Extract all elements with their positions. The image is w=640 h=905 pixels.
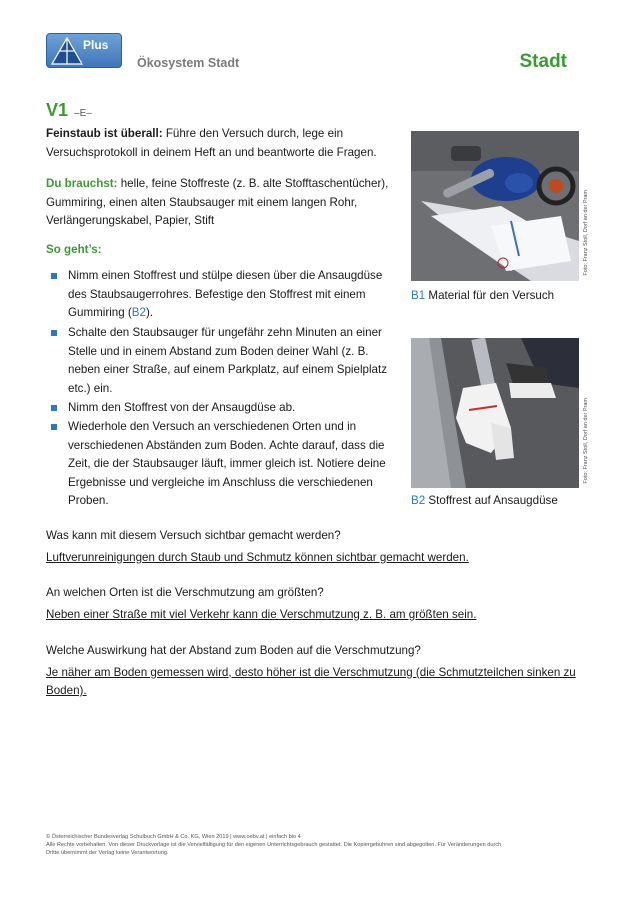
photo-materials-image: [411, 131, 579, 281]
step-1: [68, 267, 398, 323]
footer-line-2: Alle Rechte vorbehalten. Von dieser Druckvorlage ist die Vervielfältigung für den eigenen Unterrichtsgebrauch gestattet. Die Kopiergebühren sind abgegolten. Für Veränderungen durch: [46, 842, 502, 848]
triangle-logo-icon: [51, 37, 83, 65]
figure-b1-ref: B1: [411, 289, 426, 302]
step-4-line-5: Proben.: [68, 494, 109, 507]
question-1-answer: Luftverunreinigungen durch Staub und Schmutz können sichtbar gemacht werden.: [46, 550, 469, 564]
materials-label: Du brauchst:: [46, 177, 118, 190]
step-2-line-4: etc.) ein.: [68, 381, 113, 395]
figure-b2-text: Stoffrest auf Ansaugdüse: [428, 494, 558, 507]
question-2-text: An welchen Orten ist die Verschmutzung am größten?: [46, 586, 324, 599]
step-3-bullet: [51, 405, 57, 411]
materials-section: [46, 175, 406, 231]
logo-plus-label: Plus: [83, 38, 109, 52]
step-1-line-3-pre: Gummiring (: [68, 306, 132, 319]
footer-line-3: Dritte übernimmt der Verlag keine Verantwortung.: [46, 850, 169, 856]
question-3-text: Welche Auswirkung hat der Abstand zum Boden auf die Verschmutzung?: [46, 644, 421, 657]
question-1: [46, 527, 591, 567]
chapter-title: Stadt: [519, 51, 567, 72]
step-4-bullet: [51, 424, 57, 430]
task-number-label: V1: [46, 100, 69, 120]
step-1-line-3-post: ).: [145, 306, 154, 319]
step-3: [68, 399, 398, 418]
procedure-label: So geht’s:: [46, 243, 102, 256]
question-2-answer: Neben einer Straße mit viel Verkehr kann die Verschmutzung z. B. am größten sein.: [46, 607, 477, 621]
question-3: [46, 642, 591, 701]
step-4: [68, 418, 398, 511]
copyright-footer: [46, 833, 586, 857]
figure-b2-caption: [411, 494, 558, 507]
step-1-line-1: Nimm einen Stoffrest und stülpe diesen über die Ansaugdüse: [68, 269, 383, 282]
photo-materials-credit: Foto: Franz Stoll, Dorf an der Pram: [583, 190, 589, 276]
question-2: [46, 584, 591, 624]
step-2-line-1: Schalte den Staubsauger für ungefähr zehn Minuten an einer: [68, 326, 382, 339]
figure-b1-text: Material für den Versuch: [428, 289, 555, 302]
figure-b2-ref: B2: [411, 494, 426, 507]
question-3-answer-line-1: Je näher am Boden gemessen wird, desto höher ist die Verschmutzung (die Schmutzteilchen sinken zu: [46, 665, 576, 679]
materials-line-1: helle, feine Stoffreste (z. B. alte Stofftaschentücher),: [117, 177, 389, 190]
step-4-line-1: Wiederhole den Versuch an verschiedenen Orten und in: [68, 420, 357, 433]
intro-line-1: Führe den Versuch durch, lege ein: [162, 127, 344, 140]
footer-line-1: © Österreichischer Bundesverlag Schulbuch GmbH & Co. KG, Wien 2019 | www.oebv.at | einfach bio 4: [46, 834, 301, 840]
step-2-line-3: neben einer Straße, auf einem Parkplatz, auf einem Spielplatz: [68, 363, 388, 376]
photo-nozzle-image: [411, 338, 579, 488]
task-intro: [46, 125, 396, 162]
step-2-bullet: [51, 330, 57, 336]
task-number: [46, 100, 92, 121]
photo-nozzle: [411, 338, 579, 488]
step-2: [68, 324, 398, 398]
step-1-line-2: des Staubsaugerrohres. Befestige den Stoffrest mit einem: [68, 287, 366, 301]
photo-materials: [411, 131, 579, 281]
step-4-line-4: Ergebnisse und vergleiche im Anschluss die verschiedenen: [68, 475, 373, 489]
question-3-answer-line-2: Boden).: [46, 684, 87, 697]
photo-nozzle-credit: Foto: Franz Stoll, Dorf an der Pram: [583, 398, 589, 484]
step-1-figure-ref: B2: [131, 306, 146, 319]
intro-line-2: Versuchsprotokoll in deinem Heft an und beantworte die Fragen.: [46, 145, 377, 159]
task-level: –E–: [74, 108, 92, 119]
step-3-line-1: Nimm den Stoffrest von der Ansaugdüse ab.: [68, 401, 296, 414]
materials-line-3: Verlängerungskabel, Papier, Stift: [46, 214, 215, 227]
figure-b1-caption: [411, 289, 554, 302]
question-1-text: Was kann mit diesem Versuch sichtbar gemacht werden?: [46, 529, 341, 542]
step-4-line-3: Zeit, die der Staubsauger läuft, immer gleich ist. Notiere deine: [68, 457, 386, 470]
publisher-logo: [46, 33, 122, 68]
materials-line-2: Gummiring, einen alten Staubsauger mit einem langen Rohr,: [46, 195, 358, 209]
subject-title: Ökosystem Stadt: [137, 56, 240, 70]
step-4-line-2: verschiedenen Abständen zum Boden. Achte darauf, dass die: [68, 438, 385, 452]
intro-bold: Feinstaub ist überall:: [46, 127, 163, 140]
step-1-bullet: [51, 273, 57, 279]
step-2-line-2: Stelle und in einem Abstand zum Boden deiner Wahl (z. B.: [68, 344, 369, 358]
